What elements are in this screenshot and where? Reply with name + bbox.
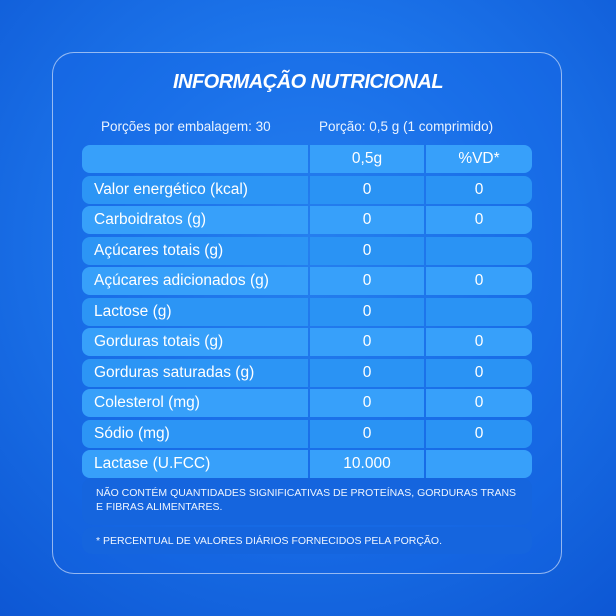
header-cell: [82, 145, 308, 173]
nutrient-amount: 0: [310, 237, 424, 265]
table-row: [82, 328, 532, 356]
nutrient-dv: 0: [426, 206, 532, 234]
page-title: INFORMAÇÃO NUTRICIONAL: [172, 71, 444, 93]
table-row: [82, 298, 532, 326]
table-row: [82, 176, 532, 204]
table-row: [82, 389, 532, 417]
table-header: [82, 145, 532, 173]
footnote-text: * PERCENTUAL DE VALORES DIÁRIOS FORNECIDOS PELA PORÇÃO.: [96, 535, 442, 547]
nutrient-name: Lactose (g): [82, 298, 308, 326]
nutrient-name: Valor energético (kcal): [82, 176, 308, 204]
nutrient-name: Carboidratos (g): [82, 206, 308, 234]
note-text: NÃO CONTÉM QUANTIDADES SIGNIFICATIVAS DE PROTEÍNAS, GORDURAS TRANS E FIBRAS ALIMENTARES.: [96, 487, 517, 513]
nutrient-dv: [426, 237, 532, 265]
servings-per-package: Porções por embalagem: 30: [101, 119, 271, 134]
nutrient-amount: 0: [310, 420, 424, 448]
table-row: [82, 237, 532, 265]
nutrient-dv: 0: [426, 389, 532, 417]
nutrient-dv: [426, 298, 532, 326]
notes-box: [82, 478, 532, 525]
nutrient-amount: 0: [310, 359, 424, 387]
nutrient-name: Gorduras saturadas (g): [82, 359, 308, 387]
table-row: [82, 420, 532, 448]
nutrient-name: Açúcares adicionados (g): [82, 267, 308, 295]
nutrient-dv: [426, 450, 532, 478]
serving-size: Porção: 0,5 g (1 comprimido): [319, 119, 494, 134]
nutrient-dv: 0: [426, 176, 532, 204]
table-row: [82, 267, 532, 295]
nutrient-amount: 0: [310, 206, 424, 234]
nutrient-name: Gorduras totais (g): [82, 328, 308, 356]
nutrient-dv: 0: [426, 359, 532, 387]
header-cell: %VD*: [426, 145, 532, 173]
table-row: [82, 359, 532, 387]
nutrient-amount: 0: [310, 389, 424, 417]
nutrient-dv: 0: [426, 267, 532, 295]
nutrition-table: [82, 145, 532, 481]
nutrient-name: Lactase (U.FCC): [82, 450, 308, 478]
nutrient-name: Açúcares totais (g): [82, 237, 308, 265]
nutrient-amount: 0: [310, 298, 424, 326]
nutrient-amount: 0: [310, 176, 424, 204]
nutrient-dv: 0: [426, 328, 532, 356]
header-cell: 0,5g: [310, 145, 424, 173]
footnote-box: [82, 527, 532, 554]
nutrient-name: Sódio (mg): [82, 420, 308, 448]
nutrient-dv: 0: [426, 420, 532, 448]
nutrient-amount: 0: [310, 267, 424, 295]
table-row: [82, 206, 532, 234]
nutrient-name: Colesterol (mg): [82, 389, 308, 417]
nutrient-amount: 10.000: [310, 450, 424, 478]
nutrient-amount: 0: [310, 328, 424, 356]
table-row: [82, 450, 532, 478]
